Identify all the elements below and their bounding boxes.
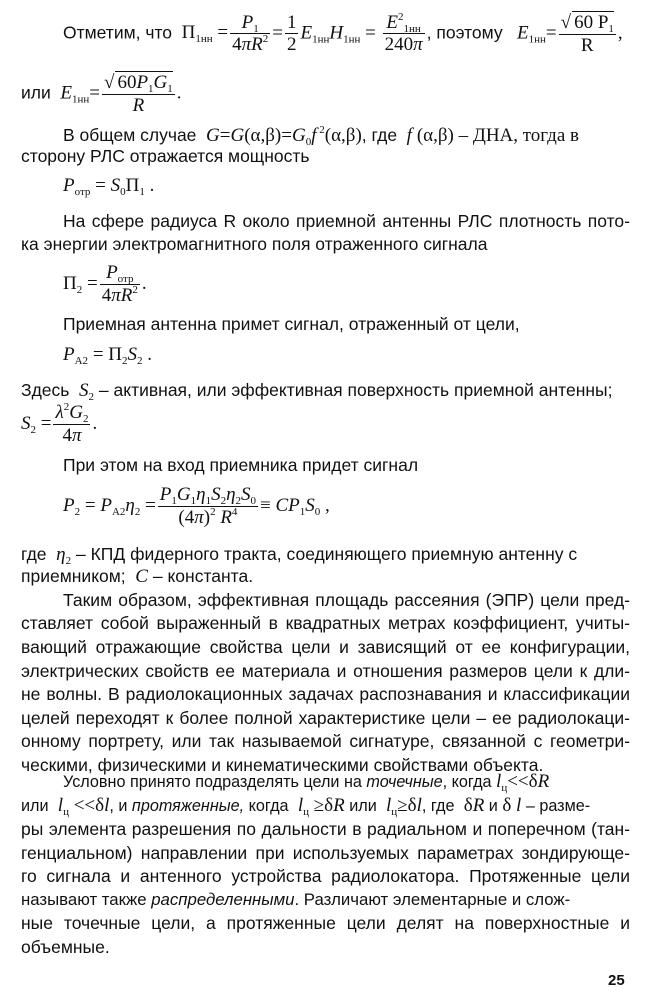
text-line: ческими, физическими и кинематическими свойствами объекта. [21,755,544,775]
page-number: 25 [608,972,625,989]
text-line: приемником; C – константа. [21,566,254,587]
text-line: При этом на вход приемника придет сигнал [63,455,419,475]
text-line: ные точечные цели, а протяженные цели делят на поверхностные и [21,913,630,933]
text-line: ставляет собой выраженный в квадратных метрах коэффициент, учиты- [21,613,630,633]
text-line: где $\eta_2$ – КПД фидерного тракта, соединяющего приемную антенну с [21,544,578,567]
text-line: генциальном) направлении при используемых параметрах зондирующе- [21,843,630,863]
text-line: электрических свойств ее материала и отношения размеров цели к дли- [21,661,630,681]
text-line: Таким образом, эффективная площадь рассеяния (ЭПР) цели пред- [63,590,630,610]
text-line: вающий отражающие свойства цели и зависящий от ее конфигурации, [21,637,630,657]
text: , поэтому [426,22,503,43]
text-line: целей переходят к более полной характеристике цели – ее радиолокаци- [21,708,630,728]
text-line: не волны. В радиолокационных задачах распознавания и классификации [21,684,630,704]
text-line: го сигнала и антенного устройства радиолокатора. Протяженные цели [21,866,630,886]
formula-p2: $P_2 = P_{A2}\eta_2$ = $\frac{P_1G_1\eta_1S_2\eta_2S_0}{(4\pi)^2 R^4}$ ≡ $CP_1S_0$ , [63,484,330,528]
text-line: ры элемента разрешения по дальности в радиальном и поперечном (тан- [21,819,630,839]
formula-pa2: $P_{A2} = \Pi_2S_2$ . [63,344,152,367]
text-line: Здесь $S_2$ – активная, или эффективная поверхность приемной антенны; [21,380,613,403]
formula-pi2: $\Pi_2$ = $\frac{P_{отр}}{4\pi R^2}$ . [63,262,147,306]
formula-s2: $S_2$ = $\frac{\lambda^2G_2}{4\pi}$ . [21,401,98,446]
text-line: объемные. [21,937,110,957]
text-line: называют также распределенными. Различают элементарные и слож- [21,890,571,909]
text-line: Приемная антенна примет сигнал, отраженный от цели, [63,314,520,334]
text-line: ка энергии электромагнитного поля отраженного сигнала [21,234,488,254]
text-line: В общем случае $G=G(\alpha,\beta)=G_0f$ $^2$(α,β), где f (α,β) – ДНА, тогда в [63,124,579,148]
text-line: или $l_ц <<\delta l$, и протяженные, когда $l_ц \ge\delta R$ или $l_ц\ge\delta l$, где δR и δ l – разме- [21,795,591,818]
formula-e1-line: или $E_{1нн}=$ $\frac{√ 60P_1G_1}{R}$ . [21,72,182,116]
formula-potr: $P_{отр} = S_0\Pi_1$ . [63,175,155,198]
formula-pi1-line: Отметим, что $\Pi_{1нн}$ = $\frac{P_1}{4\pi R^2}$ = $\frac{1}{2}$ $E_{1нн}H_{1нн}$ = $\frac{E^2_{1нн}}{240\pi}$ , поэтому $E_{1нн}=$ $\frac{√ 60 P_1}{R}$ , [63,10,623,56]
text: или [21,82,51,103]
text-line: онному портрету, или так называемой сигнатуре, связанной с геометри- [21,731,630,751]
text-line: Условно принято подразделять цели на точечные, когда $l_ц<<\delta R$ [63,771,550,794]
text: Отметим, что [63,22,173,43]
text-line: сторону РЛС отражается мощность [21,146,310,166]
text-line: На сфере радиуса R около приемной антенны РЛС плотность пото- [63,211,630,231]
